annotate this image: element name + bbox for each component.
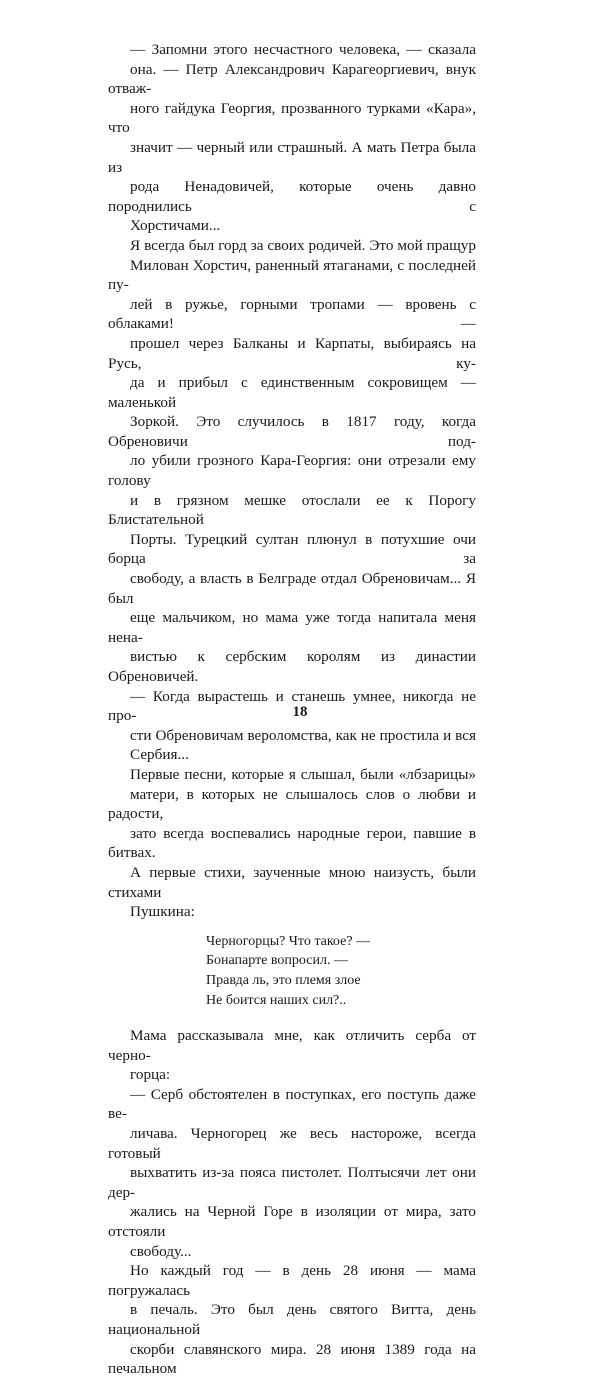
poem-verse: Черногорцы? Что такое? —: [206, 933, 371, 949]
text-line: еще мальчиком, но мама уже тогда напитала меня нена-: [108, 609, 476, 646]
text-before-poem: [108, 40, 476, 922]
text-line: лей в ружье, горными тропами — вровень с облаками! —: [108, 295, 476, 333]
paragraph: [108, 1085, 476, 1261]
text-line: Сербия...: [130, 746, 189, 764]
poem-verse: Бонапарте вопросил. —: [206, 953, 348, 969]
text-line: рода Ненадовичей, которые очень давно породнились с: [108, 178, 476, 215]
paragraph: [108, 236, 476, 687]
text-line: вистью к сербским королям из династии Обреновичей.: [108, 648, 476, 685]
poem-quote: [206, 932, 476, 1010]
text-line: Порты. Турецкий султан плюнул в потухшие очи борца за: [108, 530, 476, 568]
text-line: Первые песни, которые я слышал, были «лбзарицы»: [130, 765, 476, 783]
text-line: Но каждый год — в день 28 июня — мама погружалась: [108, 1262, 476, 1299]
poem-verse: Правда ль, это племя злое: [206, 972, 361, 988]
paragraph: [108, 1026, 476, 1085]
text-line: она. — Петр Александрович Карагеоргиевич, внук отваж-: [108, 60, 476, 98]
text-line: Милован Хорстич, раненный ятаганами, с последней пу-: [108, 256, 476, 294]
text-line: А первые стихи, заученные мною наизусть, были стихами: [108, 863, 476, 901]
text-line: свободу, а власть в Белграде отдал Обреновичам... Я был: [108, 570, 476, 607]
text-line: Зоркой. Это случилось в 1817 году, когда Обреновичи под-: [108, 413, 476, 450]
text-line: личава. Черногорец же весь настороже, всегда готовый: [108, 1125, 476, 1162]
text-line: скорби славянского мира. 28 июня 1389 года на печальном: [108, 1340, 476, 1378]
poem-verse: Не боится наших сил?..: [206, 992, 347, 1008]
text-line: Хорстичами...: [130, 217, 221, 235]
text-line: Пушкина:: [130, 903, 195, 921]
paragraph: [108, 40, 476, 236]
text-line: в печаль. Это был день святого Витта, день национальной: [108, 1301, 476, 1338]
text-line: матери, в которых не слышалось слов о любви и радости,: [108, 785, 476, 823]
text-line: и в грязном мешке отослали ее к Порогу Блистательной: [108, 491, 476, 529]
text-line: значит — черный или страшный. А мать Петра была из: [108, 138, 476, 176]
text-line: прошел через Балканы и Карпаты, выбираясь на Русь, ку-: [108, 334, 476, 372]
text-line: ного гайдука Георгия, прозванного турками «Кара», что: [108, 99, 476, 137]
page-number: 18: [292, 704, 308, 720]
paragraph: [108, 687, 476, 765]
text-line: выхватить из-за пояса пистолет. Полтысячи лет они дер-: [108, 1164, 476, 1201]
text-line: Я всегда был горд за своих родичей. Это мой пращур: [130, 236, 476, 254]
text-line: ло убили грозного Кара-Георгия: они отрезали ему голову: [108, 452, 476, 490]
text-line: — Запомни этого несчастного человека, — сказала: [130, 41, 476, 58]
text-line: свободу...: [130, 1242, 192, 1260]
text-line: горца:: [130, 1066, 171, 1084]
paragraph: [108, 1261, 476, 1379]
text-line: Мама рассказывала мне, как отличить серба от черно-: [108, 1027, 476, 1064]
text-line: — Серб обстоятелен в поступках, его поступь даже ве-: [108, 1085, 476, 1123]
text-line: сти Обреновичам вероломства, как не простила и вся: [130, 726, 476, 744]
text-line: — Когда вырастешь и станешь умнее, никогда не про-: [108, 687, 476, 725]
text-line: жались на Черной Горе в изоляции от мира, зато отстояли: [108, 1203, 476, 1241]
text-line: да и прибыл с единственным сокровищем — маленькой: [108, 374, 476, 411]
text-after-poem: [108, 1026, 476, 1379]
text-line: зато всегда воспевались народные герои, павшие в битвах.: [108, 824, 476, 862]
paragraph: [108, 765, 476, 922]
